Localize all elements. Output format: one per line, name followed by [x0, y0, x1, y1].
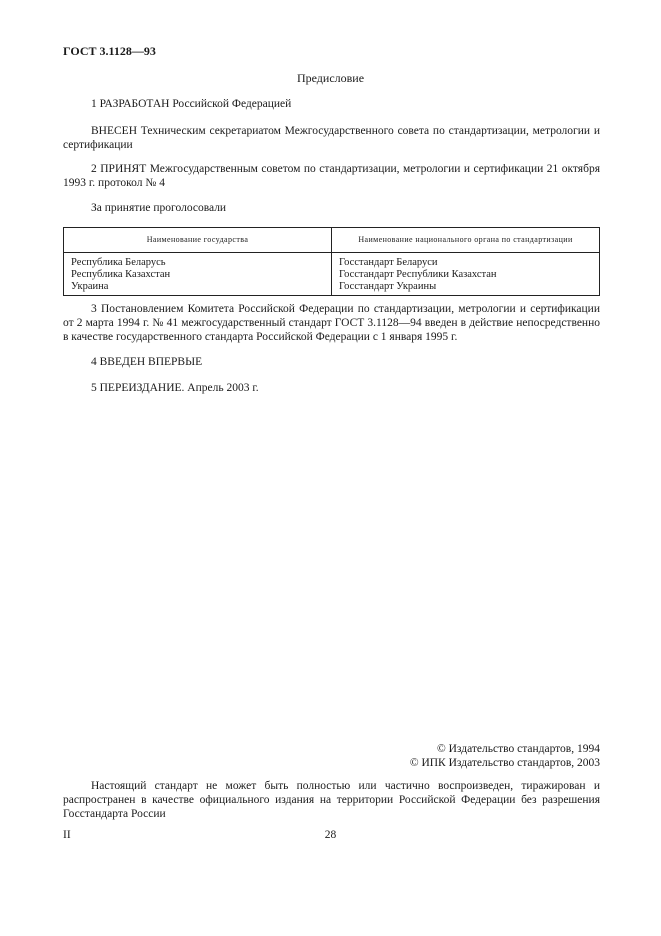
table-body-row [64, 253, 600, 296]
reproduction-notice [63, 779, 600, 821]
preface-item-4 [63, 355, 600, 369]
copyright-line-2: © ИПК Издательство стандартов, 2003 [409, 757, 600, 769]
item-4-text: 4 ВВЕДЕН ВПЕРВЫЕ [91, 356, 203, 368]
table-cell-body: Госстандарт Украины [339, 281, 437, 292]
preface-item-2 [63, 162, 600, 190]
column-header-body: Наименование национального органа по стандартизации [332, 228, 600, 253]
bodies-column-cell [332, 253, 600, 296]
table-cell-body: Госстандарт Беларуси [339, 257, 438, 268]
roman-page-number: II [63, 829, 71, 841]
preface-item-3 [63, 302, 600, 344]
voted-intro [63, 201, 600, 215]
preface-title: Предисловие [296, 71, 365, 85]
voting-states-table [63, 227, 600, 296]
preface-item-5 [63, 381, 600, 395]
table-cell-body: Госстандарт Республики Казахстан [339, 269, 497, 280]
states-column-cell [64, 253, 332, 296]
standard-code: ГОСТ 3.1128—93 [63, 44, 156, 58]
page-number: 28 [324, 829, 337, 841]
preface-item-1 [63, 97, 600, 111]
item-5-text: 5 ПЕРЕИЗДАНИЕ. Апрель 2003 г. [91, 382, 259, 394]
table-header-row [64, 228, 600, 253]
notice-text: Настоящий стандарт не может быть полностью или частично воспроизведен, тиражирован и распространен в качестве официального издания на территории Российской Федерации без разрешения Госстандарта России [63, 780, 600, 820]
table-cell-state: Украина [71, 281, 109, 292]
column-header-state: Наименование государства [64, 228, 332, 253]
voted-intro-text: За принятие проголосовали [91, 202, 227, 214]
copyright-line-1: © Издательство стандартов, 1994 [436, 743, 600, 755]
table-cell-state: Республика Беларусь [71, 257, 166, 268]
item-1-text: 1 РАЗРАБОТАН Российской Федерацией [91, 98, 292, 110]
preface-item-1-introduced [63, 124, 600, 152]
item-1-introduced-text: ВНЕСЕН Техническим секретариатом Межгосударственного совета по стандартизации, метрологии и сертификации [63, 125, 600, 151]
item-2-text: 2 ПРИНЯТ Межгосударственным советом по стандартизации, метрологии и сертификации 21 октября 1993 г. протокол № 4 [63, 163, 600, 189]
item-3-text: 3 Постановлением Комитета Российской Федерации по стандартизации, метрологии и сертификации от 2 марта 1994 г. № 41 межгосударственный стандарт ГОСТ 3.1128—94 введен в действие непосредственно в качестве государственного стандарта Российской Федерации с 1 января 1995 г. [63, 303, 600, 343]
copyright-block [410, 742, 600, 770]
table-cell-state: Республика Казахстан [71, 269, 171, 280]
